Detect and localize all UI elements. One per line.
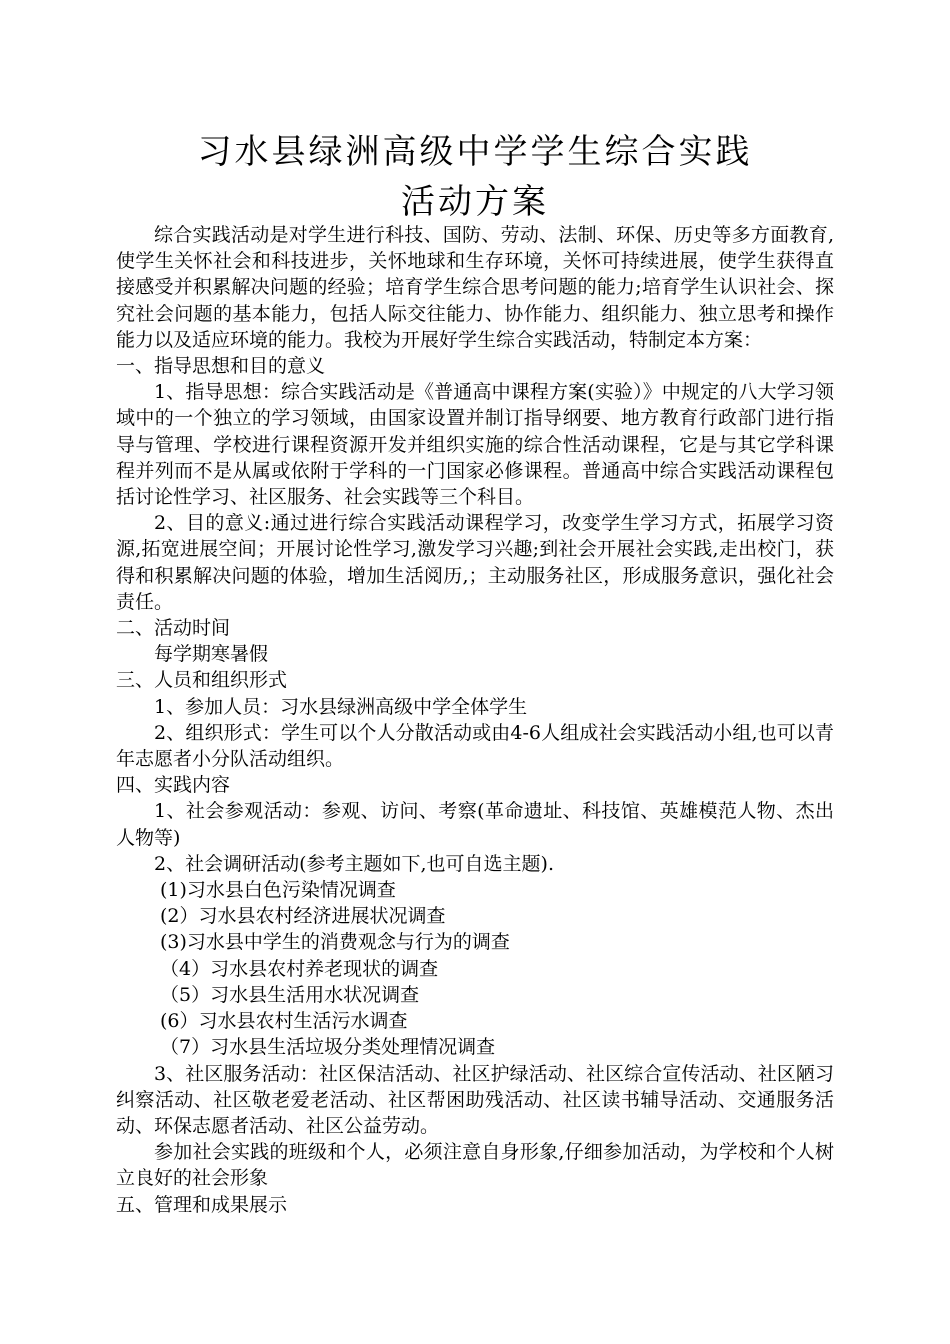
research-topic-item: (1)习水县白色污染情况调查 [160,879,396,902]
section-4-conduct-note: 参加社会实践的班级和个人，必须注意自身形象,仔细参加活动，为学校和个人树立良好的社会形象 [116,1141,834,1190]
document-body [116,222,834,1218]
section-2-heading: 二、活动时间 [116,617,231,640]
section-5-heading: 五、管理和成果展示 [116,1193,288,1216]
document-title-line-1: 习水县绿洲高级中学学生综合实践 [197,132,753,172]
intro-paragraph: 综合实践活动是对学生进行科技、国防、劳动、法制、环保、历史等多方面教育,使学生关怀社会和科技进步，关怀地球和生存环境，关怀可持续进展，使学生获得直接感受并积累解决问题的经验；培育学生综合思考问题的能力;培育学生认识社会、探究社会问题的基本能力，包括人际交往能力、协作能力、组织能力、独立思考和操作能力以及适应环境的能力。我校为开展好学生综合实践活动，特制定本方案： [116,224,834,351]
section-1-significance: 2、目的意义:通过进行综合实践活动课程学习，改变学生学习方式，拓展学习资源,拓宽进展空间；开展讨论性学习,激发学习兴趣;到社会开展社会实践,走出校门，获得和积累解决问题的体验，增加生活阅历,；主动服务社区，形成服务意识，强化社会责任。 [116,512,834,613]
document-title-line-2: 活动方案 [401,182,549,222]
research-topic-item: （7）习水县生活垃圾分类处理情况调查 [160,1036,496,1059]
section-4-heading: 四、实践内容 [116,774,231,797]
research-topic-item: （5）习水县生活用水状况调查 [160,983,420,1006]
section-3-heading: 三、人员和组织形式 [116,669,288,692]
section-1-guiding-thought: 1、指导思想：综合实践活动是《普通高中课程方案(实验）》中规定的八大学习领域中的一个独立的学习领域，由国家设置并制订指导纲要、地方教育行政部门进行指导与管理、学校进行课程资源开发并组织实施的综合性活动课程，它是与其它学科课程并列而不是从属或依附于学科的一门国家必修课程。普通高中综合实践活动课程包括讨论性学习、社区服务、社会实践等三个科目。 [116,381,834,509]
research-topic-item: (3)习水县中学生的消费观念与行为的调查 [160,931,510,954]
research-topic-item: (6）习水县农村生活污水调查 [160,1010,408,1033]
section-4-visits: 1、社会参观活动：参观、访问、考察(革命遗址、科技馆、英雄模范人物、杰出人物等) [116,800,834,849]
section-4-community-service: 3、社区服务活动：社区保洁活动、社区护绿活动、社区综合宣传活动、社区陋习纠察活动、社区敬老爱老活动、社区帮困助残活动、社区读书辅导活动、交通服务活动、环保志愿者活动、社区公益劳动。 [116,1062,834,1137]
section-2-time: 每学期寒暑假 [154,643,269,666]
section-3-participants: 1、参加人员：习水县绿洲高级中学全体学生 [154,695,528,718]
research-topic-item: (2）习水县农村经济进展状况调查 [160,905,446,928]
section-4-research: 2、社会调研活动(参考主题如下,也可自选主题). [154,852,554,875]
section-3-organization: 2、组织形式：学生可以个人分散活动或由4-6人组成社会实践活动小组,也可以青年志愿者小分队活动组织。 [116,721,834,771]
section-1-heading: 一、指导思想和目的意义 [116,355,326,378]
research-topic-item: （4）习水县农村养老现状的调查 [160,957,439,980]
